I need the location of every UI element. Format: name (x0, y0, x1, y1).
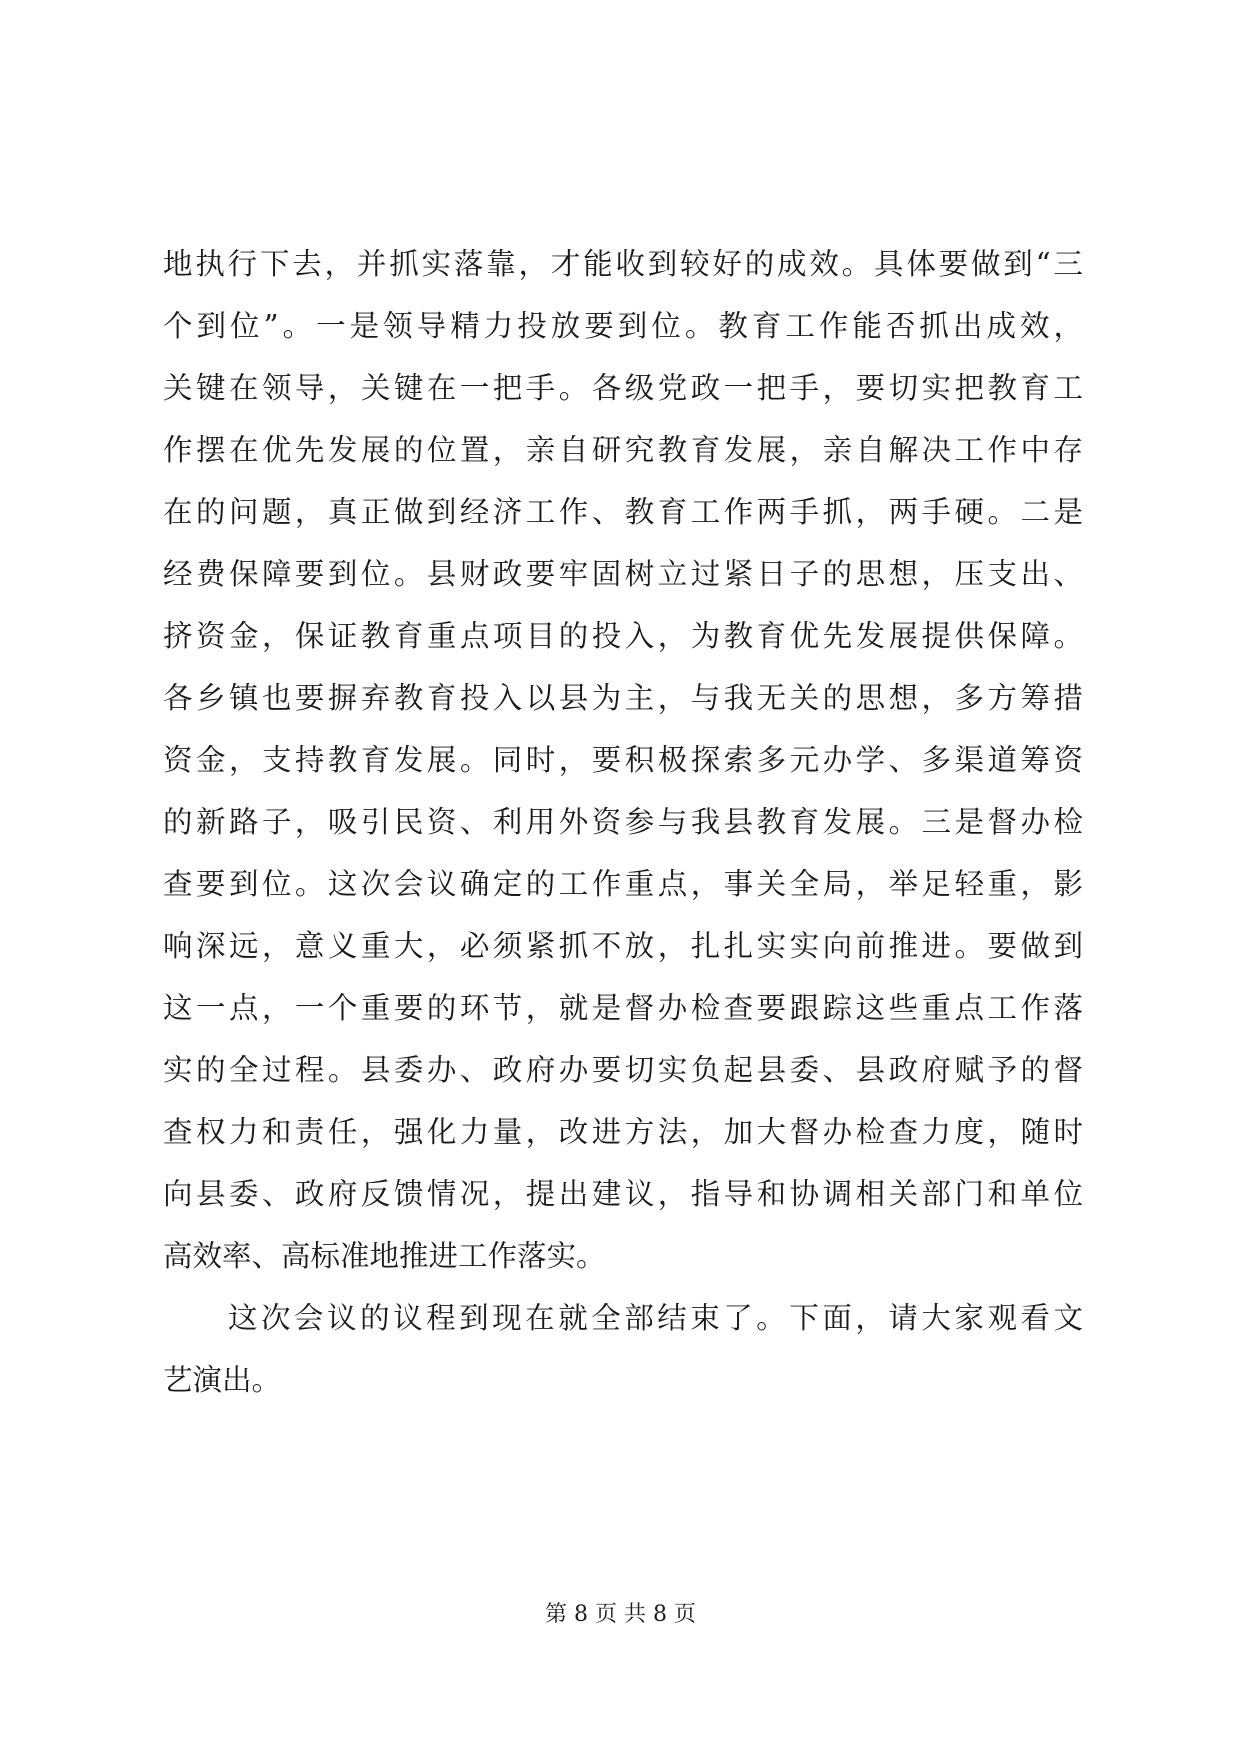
text-line: 个到位”。一是领导精力投放要到位。教育工作能否抓出成效， (163, 309, 1083, 343)
page-number-footer: 第 8 页 共 8 页 (545, 1602, 696, 1627)
text-line: 经费保障要到位。县财政要牢固树立过紧日子的思想，压支出、 (163, 557, 1083, 591)
text-line: 艺演出。 (163, 1363, 282, 1397)
text-line: 挤资金，保证教育重点项目的投入，为教育优先发展提供保障。 (163, 619, 1083, 653)
text-line: 资金，支持教育发展。同时，要积极探索多元办学、多渠道筹资 (163, 743, 1083, 777)
text-line: 查要到位。这次会议确定的工作重点，事关全局，举足轻重，影 (163, 867, 1083, 901)
text-line: 在的问题，真正做到经济工作、教育工作两手抓，两手硬。二是 (163, 495, 1083, 529)
text-line: 这次会议的议程到现在就全部结束了。下面，请大家观看文 (228, 1301, 1083, 1335)
text-line: 这一点，一个重要的环节，就是督办检查要跟踪这些重点工作落 (163, 991, 1083, 1025)
text-line: 关键在领导，关键在一把手。各级党政一把手，要切实把教育工 (163, 371, 1083, 405)
text-line: 作摆在优先发展的位置，亲自研究教育发展，亲自解决工作中存 (163, 433, 1083, 467)
text-line: 查权力和责任，强化力量，改进方法，加大督办检查力度，随时 (163, 1115, 1083, 1149)
text-line: 向县委、政府反馈情况，提出建议，指导和协调相关部门和单位 (163, 1177, 1083, 1211)
text-line: 高效率、高标准地推进工作落实。 (163, 1239, 606, 1273)
text-line: 实的全过程。县委办、政府办要切实负起县委、县政府赋予的督 (163, 1053, 1083, 1087)
text-line: 各乡镇也要摒弃教育投入以县为主，与我无关的思想，多方筹措 (163, 681, 1083, 715)
text-line: 地执行下去，并抓实落靠，才能收到较好的成效。具体要做到“三 (163, 247, 1083, 281)
text-line: 响深远，意义重大，必须紧抓不放，扎扎实实向前推进。要做到 (163, 929, 1083, 963)
body-text (163, 233, 1083, 1411)
text-line: 的新路子，吸引民资、利用外资参与我县教育发展。三是督办检 (163, 805, 1083, 839)
